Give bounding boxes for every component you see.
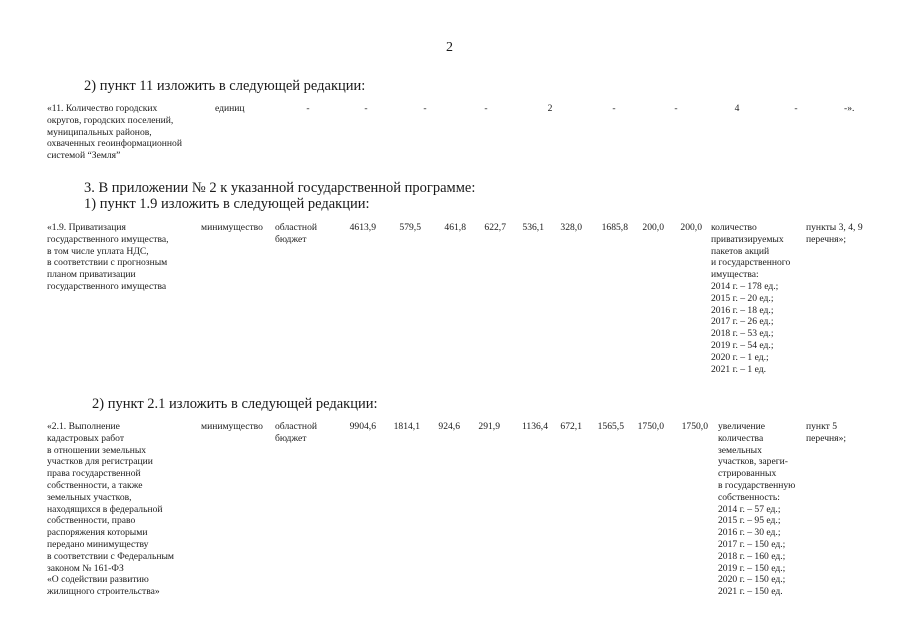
- row21-description: «2.1. Выполнение кадастровых работ в отношении земельных участков для регистрации права государственной собственности, а также земельных участков, находящихся в федеральной собственности, право распоряжения которыми передано минимуществу в соответствии с Федеральным законом № 161-ФЗ «О содействии развитию жилищного строительства»: [47, 421, 174, 598]
- row19-value-2017: 536,1: [522, 222, 544, 233]
- row11-value-1: -: [306, 103, 310, 114]
- row19-link: пункты 3, 4, 9 перечня»;: [806, 222, 863, 245]
- row21-source: областной бюджет: [275, 421, 318, 444]
- row21-value-2015: 924,6: [438, 421, 460, 432]
- row11-value-3: -: [423, 103, 427, 114]
- row21-value-2017: 1136,4: [521, 421, 548, 432]
- row19-value-2018: 328,0: [560, 222, 582, 233]
- row11-value-4: -: [484, 103, 488, 114]
- row19-value-2020: 200,0: [642, 222, 664, 233]
- row11-value-9: -: [794, 103, 798, 114]
- heading-item3-point1: 1) пункт 1.9 изложить в следующей редакции:: [84, 196, 370, 212]
- row21-value-2021: 1750,0: [681, 421, 708, 432]
- row11-unit: единиц: [215, 103, 245, 114]
- heading-item2-point11: 2) пункт 11 изложить в следующей редакции:: [84, 78, 366, 94]
- row21-link: пункт 5 перечня»;: [806, 421, 847, 444]
- row11-value-7: -: [674, 103, 678, 114]
- row11-value-10: -».: [844, 103, 855, 114]
- row21-value-total: 9904,6: [349, 421, 376, 432]
- row21-value-2020: 1750,0: [637, 421, 664, 432]
- row21-value-2016: 291,9: [478, 421, 500, 432]
- row19-value-2021: 200,0: [680, 222, 702, 233]
- row11-value-8: 4: [734, 103, 740, 114]
- row19-source: областной бюджет: [275, 222, 318, 245]
- row19-value-2019: 1685,8: [601, 222, 628, 233]
- row11-value-2: -: [364, 103, 368, 114]
- row19-value-2016: 622,7: [484, 222, 506, 233]
- heading-item3: 3. В приложении № 2 к указанной государственной программе:: [84, 180, 476, 196]
- row21-value-2019: 1565,5: [597, 421, 624, 432]
- row19-indicator: количество приватизируемых пакетов акций и государственного имущества: 2014 г. – 178 ед.; 2015 г. – 20 ед.; 2016 г. – 18 ед.; 2017 г. – 26 ед.; 2018 г. – 53 ед.; 2019 г. – 54 ед.; 2020 г. – 1 ед.; 2021 г. – 1 ед.: [711, 222, 791, 375]
- row19-value-2014: 579,5: [399, 222, 421, 233]
- row11-value-6: -: [612, 103, 616, 114]
- row21-indicator: увеличение количества земельных участков, зареги- стрированных в государственную собственность: 2014 г. – 57 ед.; 2015 г. – 95 ед.; 2016 г. – 30 ед.; 2017 г. – 150 ед.; 2018 г. – 160 ед.; 2019 г. – 150 ед.; 2020 г. – 150 ед.; 2021 г. – 150 ед.: [718, 421, 796, 598]
- row19-description: «1.9. Приватизация государственного имущества, в том числе уплата НДС, в соответствии с прогнозным планом приватизации государственного имущества: [47, 222, 169, 292]
- heading-item3-point2: 2) пункт 2.1 изложить в следующей редакции:: [92, 396, 378, 412]
- row21-value-2014: 1814,1: [393, 421, 420, 432]
- row11-value-5: 2: [547, 103, 553, 114]
- row19-value-2015: 461,8: [444, 222, 466, 233]
- row19-executor: минимущество: [201, 222, 263, 233]
- row19-value-total: 4613,9: [349, 222, 376, 233]
- row21-value-2018: 672,1: [560, 421, 582, 432]
- row11-description: «11. Количество городских округов, городских поселений, муниципальных районов, охваченных геоинформационной системой “Земля”: [47, 103, 182, 162]
- row21-executor: минимущество: [201, 421, 263, 432]
- page-number: 2: [446, 40, 453, 55]
